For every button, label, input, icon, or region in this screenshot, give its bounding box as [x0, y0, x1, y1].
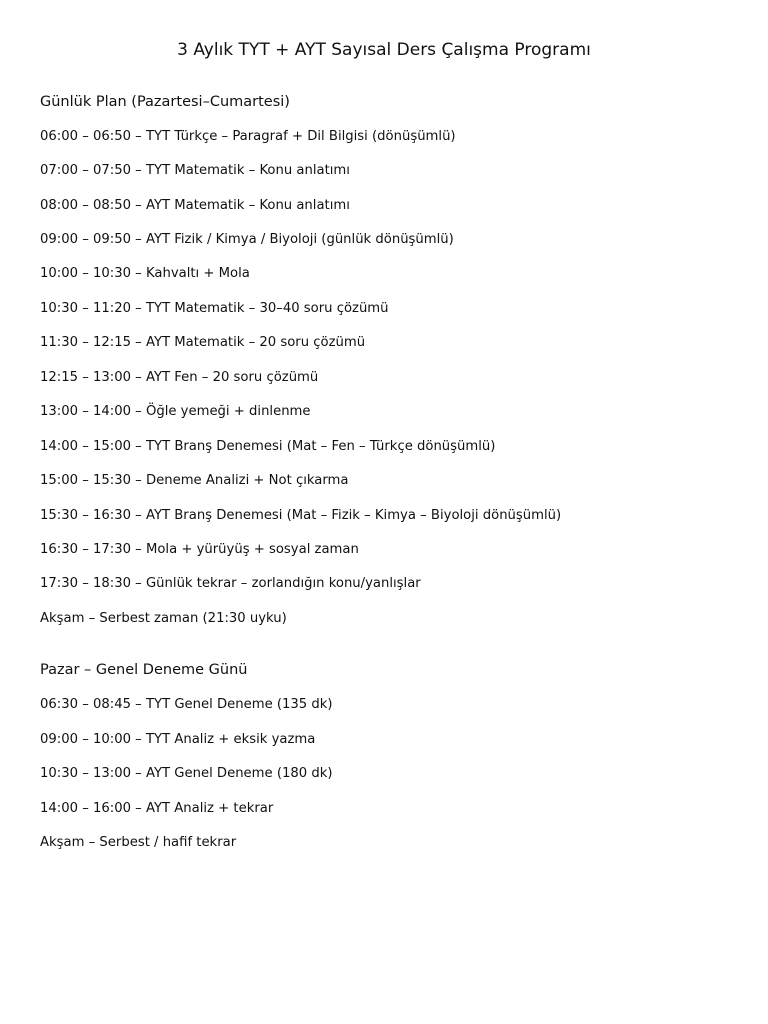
schedule-item: Akşam – Serbest zaman (21:30 uyku): [40, 611, 287, 626]
schedule-item: 14:00 – 16:00 – AYT Analiz + tekrar: [40, 801, 274, 816]
schedule-item: 09:00 – 09:50 – AYT Fizik / Kimya / Biyoloji (günlük dönüşümlü): [40, 232, 454, 247]
schedule-item: 12:15 – 13:00 – AYT Fen – 20 soru çözümü: [40, 370, 319, 385]
schedule-item: 10:30 – 13:00 – AYT Genel Deneme (180 dk): [40, 766, 333, 781]
schedule-item: 10:00 – 10:30 – Kahvaltı + Mola: [40, 266, 250, 281]
schedule-item: 17:30 – 18:30 – Günlük tekrar – zorlandığın konu/yanlışlar: [40, 576, 421, 591]
schedule-item: 08:00 – 08:50 – AYT Matematik – Konu anlatımı: [40, 198, 350, 213]
schedule-item: 06:30 – 08:45 – TYT Genel Deneme (135 dk): [40, 697, 333, 712]
section-heading-sunday: Pazar – Genel Deneme Günü: [40, 662, 248, 678]
page-title: 3 Aylık TYT + AYT Sayısal Ders Çalışma Programı: [177, 40, 591, 60]
schedule-item: 09:00 – 10:00 – TYT Analiz + eksik yazma: [40, 732, 316, 747]
section-heading-weekday: Günlük Plan (Pazartesi–Cumartesi): [40, 94, 290, 110]
schedule-item: 15:30 – 16:30 – AYT Branş Denemesi (Mat – Fizik – Kimya – Biyoloji dönüşümlü): [40, 508, 562, 523]
schedule-item: Akşam – Serbest / hafif tekrar: [40, 835, 237, 850]
schedule-item: 13:00 – 14:00 – Öğle yemeği + dinlenme: [40, 404, 311, 419]
schedule-item: 11:30 – 12:15 – AYT Matematik – 20 soru çözümü: [40, 335, 366, 350]
schedule-item: 14:00 – 15:00 – TYT Branş Denemesi (Mat – Fen – Türkçe dönüşümlü): [40, 439, 496, 454]
schedule-item: 06:00 – 06:50 – TYT Türkçe – Paragraf + Dil Bilgisi (dönüşümlü): [40, 129, 456, 144]
schedule-item: 07:00 – 07:50 – TYT Matematik – Konu anlatımı: [40, 163, 350, 178]
schedule-item: 15:00 – 15:30 – Deneme Analizi + Not çıkarma: [40, 473, 349, 488]
schedule-item: 16:30 – 17:30 – Mola + yürüyüş + sosyal zaman: [40, 542, 359, 557]
schedule-item: 10:30 – 11:20 – TYT Matematik – 30–40 soru çözümü: [40, 301, 389, 316]
